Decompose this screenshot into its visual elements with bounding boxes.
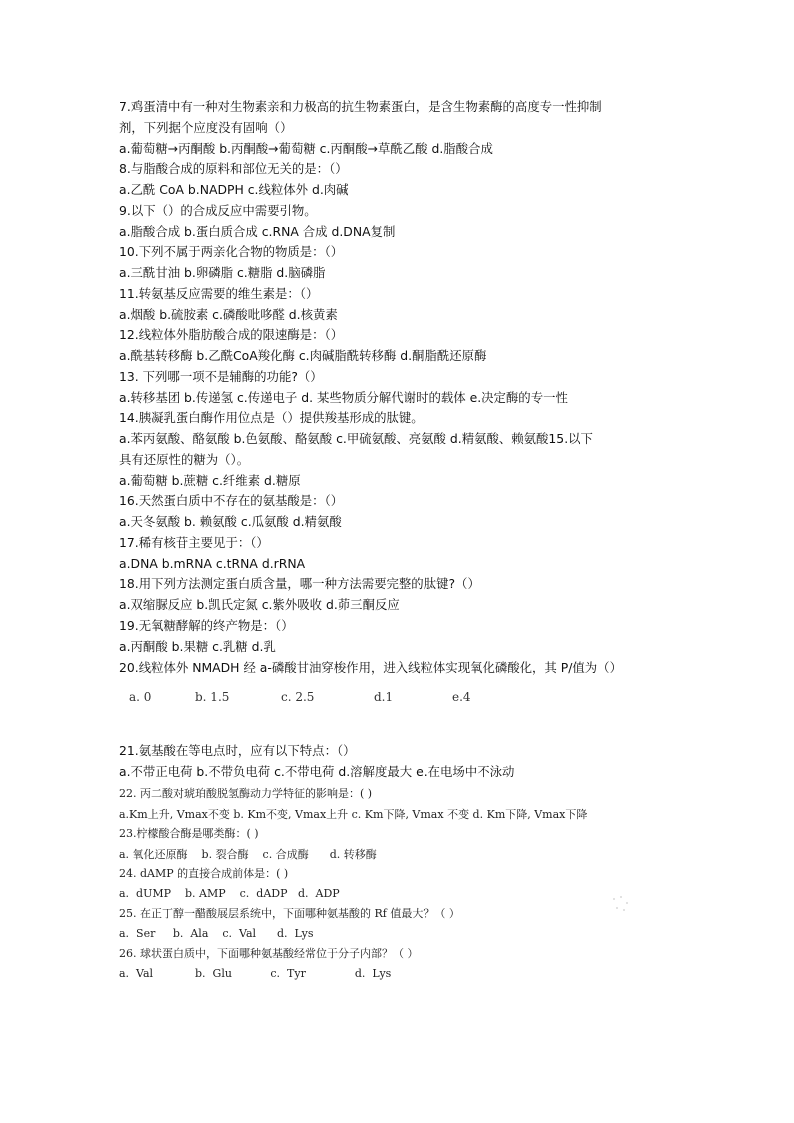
question-14-stem: 14.胰凝乳蛋白酶作用位点是（）提供羧基形成的肽键。 [119,410,424,425]
question-17-options: a.DNA b.mRNA c.tRNA d.rRNA [119,556,306,571]
question-25-options: a. Ser b. Ala c. Val d. Lys [119,927,314,940]
question-19-stem: 19.无氧糖酵解的终产物是：（） [119,618,294,633]
question-12-stem: 12.线粒体外脂肪酸合成的限速酶是：（） [119,327,344,342]
question-16-stem: 16.天然蛋白质中不存在的氨基酸是：（） [119,493,344,508]
question-21-options: a.不带正电荷 b.不带负电荷 c.不带电荷 d.溶解度最大 e.在电场中不泳动 [119,764,515,779]
question-15-stem: 具有还原性的糖为（）。 [119,452,250,467]
question-23-stem: 23.柠檬酸合酶是哪类酶：( ) [119,827,259,840]
question-7-stem-line1: 7.鸡蛋清中有一种对生物素亲和力极高的抗生物素蛋白，是含生物素酶的高度专一性抑制 [119,99,602,114]
question-13-options: a.转移基团 b.传递氢 c.传递电子 d. 某些物质分解代谢时的载体 e.决定酶的专一性 [119,390,568,405]
question-14-options: a.苯丙氨酸、酪氨酸 b.色氨酸、酪氨酸 c.甲硫氨酸、亮氨酸 d.精氨酸、赖氨酸15.以下 [119,431,593,446]
question-13-stem: 13. 下列哪一项不是辅酶的功能?（） [119,369,323,384]
question-18-stem: 18.用下列方法测定蛋白质含量，哪一种方法需要完整的肽键?（） [119,576,480,591]
question-8-stem: 8.与脂酸合成的原料和部位无关的是：（） [119,161,348,176]
question-22-stem: 22. 丙二酸对琥珀酸脱氢酶动力学特征的影响是：( ) [119,787,373,800]
question-25-stem: 25. 在正丁醇一醋酸展层系统中，下面哪种氨基酸的 Rf 值最大？（ ） [119,907,460,920]
question-7-options: a.葡萄糖→丙酮酸 b.丙酮酸→葡萄糖 c.丙酮酸→草酰乙酸 d.脂酸合成 [119,141,493,156]
question-9-options: a.脂酸合成 b.蛋白质合成 c.RNA 合成 d.DNA复制 [119,224,396,239]
question-17-stem: 17.稀有核苷主要见于：（） [119,535,269,550]
question-11-stem: 11.转氨基反应需要的维生素是：（） [119,286,319,301]
option-e: e.4 [452,690,471,704]
question-11-options: a.烟酸 b.硫胺素 c.磷酸吡哆醛 d.核黄素 [119,307,338,322]
question-12-options: a.酰基转移酶 b.乙酰CoA羧化酶 c.肉碱脂酰转移酶 d.酮脂酰还原酶 [119,348,487,363]
option-c: c. 2.5 [281,690,315,704]
question-7-stem-line2: 剂，下列据个应度没有固响（） [119,120,293,135]
question-16-options: a.天冬氨酸 b. 赖氨酸 c.瓜氨酸 d.精氨酸 [119,514,342,529]
question-10-stem: 10.下列不属于两亲化合物的物质是：（） [119,244,344,259]
question-21-stem: 21.氨基酸在等电点时，应有以下特点：（） [119,743,356,758]
question-20-options [129,690,489,708]
question-19-options: a.丙酮酸 b.果糖 c.乳糖 d.乳 [119,639,276,654]
question-18-options: a.双缩脲反应 b.凯氏定氮 c.紫外吸收 d.茆三酮反应 [119,597,400,612]
question-22-options: a.Km上升, Vmax不变 b. Km不变, Vmax上升 c. Km下降, Vmax 不变 d. Km下降, Vmax下降 [119,808,588,821]
question-20-stem: 20.线粒体外 NMADH 经 a-磷酸甘油穿梭作用，进入线粒体实现氧化磷酸化，其 P/值为（） [119,660,622,675]
question-15-options: a.葡萄糖 b.蔗糖 c.纤维素 d.糖原 [119,473,301,488]
question-24-options: a. dUMP b. AMP c. dADP d. ADP [119,887,340,900]
question-9-stem: 9.以下（）的合成反应中需要引物。 [119,203,317,218]
option-d: d.1 [374,690,394,704]
scan-speckle [611,894,633,914]
question-10-options: a.三酰甘油 b.卵磷脂 c.糖脂 d.脑磷脂 [119,265,326,280]
question-8-options: a.乙酰 CoA b.NADPH c.线粒体外 d.肉碱 [119,182,349,197]
question-24-stem: 24. dAMP 的直接合成前体是：( ) [119,867,289,880]
question-26-stem: 26. 球状蛋白质中，下面哪种氨基酸经常位于分子内部？（ ） [119,947,419,960]
option-a: a. 0 [129,690,152,704]
question-23-options: a. 氧化还原酶 b. 裂合酶 c. 合成酶 d. 转移酶 [119,848,377,861]
option-b: b. 1.5 [195,690,230,704]
question-26-options: a. Val b. Glu c. Tyr d. Lys [119,967,392,980]
